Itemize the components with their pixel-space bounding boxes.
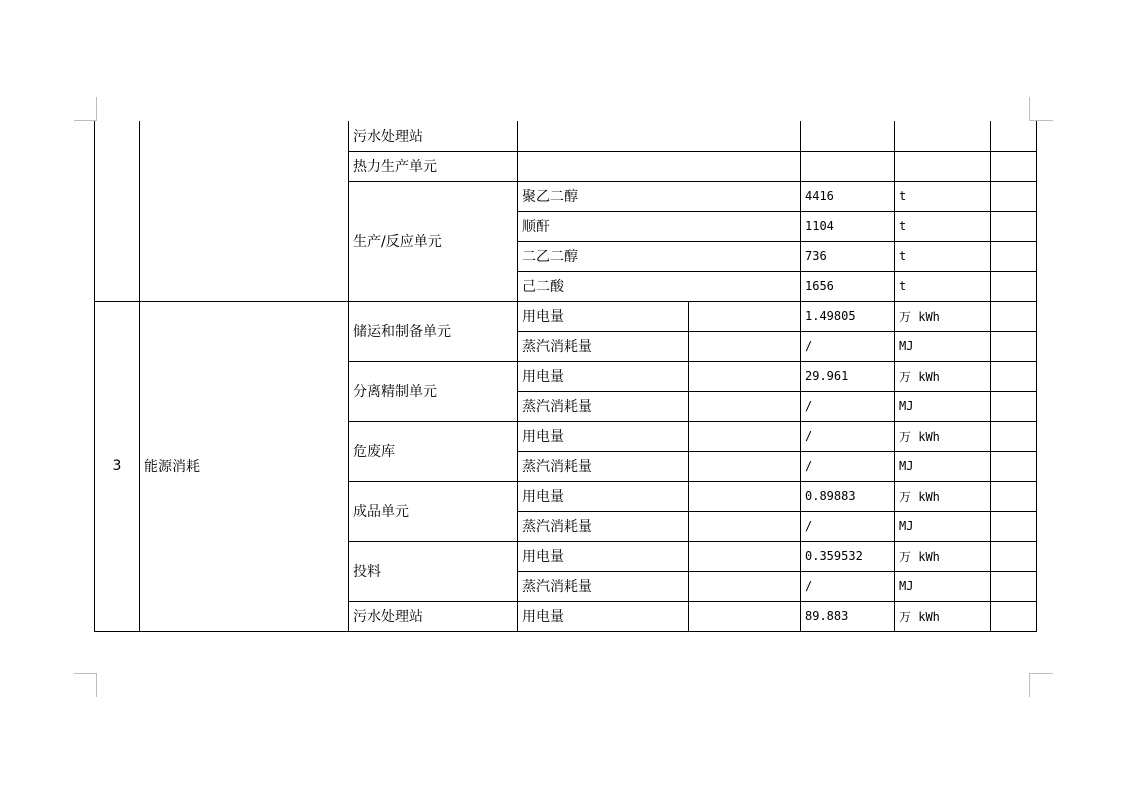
value-cell: 4416 <box>801 181 895 211</box>
blank-cell <box>689 571 801 601</box>
value-cell: 29.961 <box>801 361 895 391</box>
crop-mark-top-right-v <box>1029 97 1030 121</box>
remark-cell <box>991 121 1037 151</box>
item-cell: 顺酐 <box>518 211 801 241</box>
remark-cell <box>991 331 1037 361</box>
item-cell <box>518 151 801 181</box>
value-cell: 736 <box>801 241 895 271</box>
unit-of-measure-cell: t <box>895 241 991 271</box>
table-row <box>95 301 1037 331</box>
blank-cell <box>689 451 801 481</box>
crop-mark-top-left-v <box>96 97 97 121</box>
category-cell-continued <box>140 121 349 301</box>
item-cell <box>518 121 801 151</box>
table-row <box>95 121 1037 151</box>
remark-cell <box>991 391 1037 421</box>
crop-mark-bottom-right-v <box>1029 673 1030 697</box>
blank-cell <box>689 541 801 571</box>
remark-cell <box>991 541 1037 571</box>
value-cell <box>801 151 895 181</box>
value-cell: / <box>801 511 895 541</box>
value-cell: / <box>801 331 895 361</box>
value-cell: / <box>801 391 895 421</box>
blank-cell <box>689 361 801 391</box>
unit-of-measure-cell: MJ <box>895 511 991 541</box>
item-cell: 蒸汽消耗量 <box>518 331 689 361</box>
unit-of-measure-cell: 万 kWh <box>895 421 991 451</box>
value-cell: 0.359532 <box>801 541 895 571</box>
unit-of-measure-cell: 万 kWh <box>895 541 991 571</box>
value-cell <box>801 121 895 151</box>
item-cell: 用电量 <box>518 481 689 511</box>
value-cell: 89.883 <box>801 601 895 631</box>
remark-cell <box>991 361 1037 391</box>
remark-cell <box>991 301 1037 331</box>
item-cell: 蒸汽消耗量 <box>518 511 689 541</box>
crop-mark-bottom-right-h <box>1030 673 1053 674</box>
unit-of-measure-cell: MJ <box>895 451 991 481</box>
index-cell: 3 <box>95 301 140 631</box>
item-cell: 蒸汽消耗量 <box>518 451 689 481</box>
item-cell: 用电量 <box>518 541 689 571</box>
blank-cell <box>689 601 801 631</box>
unit-of-measure-cell: MJ <box>895 331 991 361</box>
unit-cell: 投料 <box>349 541 518 601</box>
blank-cell <box>689 421 801 451</box>
unit-cell: 分离精制单元 <box>349 361 518 421</box>
remark-cell <box>991 211 1037 241</box>
value-cell: / <box>801 571 895 601</box>
blank-cell <box>689 331 801 361</box>
blank-cell <box>689 481 801 511</box>
unit-cell: 生产/反应单元 <box>349 181 518 301</box>
item-cell: 用电量 <box>518 421 689 451</box>
value-cell: / <box>801 421 895 451</box>
unit-cell: 污水处理站 <box>349 121 518 151</box>
remark-cell <box>991 451 1037 481</box>
unit-of-measure-cell: 万 kWh <box>895 301 991 331</box>
unit-of-measure-cell: 万 kWh <box>895 361 991 391</box>
remark-cell <box>991 481 1037 511</box>
value-cell: / <box>801 451 895 481</box>
value-cell: 1.49805 <box>801 301 895 331</box>
unit-cell: 储运和制备单元 <box>349 301 518 361</box>
remark-cell <box>991 511 1037 541</box>
blank-cell <box>689 391 801 421</box>
crop-mark-bottom-left-h <box>74 673 97 674</box>
item-cell: 蒸汽消耗量 <box>518 391 689 421</box>
unit-cell: 热力生产单元 <box>349 151 518 181</box>
item-cell: 聚乙二醇 <box>518 181 801 211</box>
unit-of-measure-cell: 万 kWh <box>895 481 991 511</box>
unit-cell: 危废库 <box>349 421 518 481</box>
unit-cell: 污水处理站 <box>349 601 518 631</box>
data-table <box>94 121 1037 632</box>
value-cell: 1656 <box>801 271 895 301</box>
unit-of-measure-cell: 万 kWh <box>895 601 991 631</box>
remark-cell <box>991 241 1037 271</box>
item-cell: 蒸汽消耗量 <box>518 571 689 601</box>
remark-cell <box>991 421 1037 451</box>
item-cell: 二乙二醇 <box>518 241 801 271</box>
remark-cell <box>991 151 1037 181</box>
unit-of-measure-cell <box>895 121 991 151</box>
remark-cell <box>991 601 1037 631</box>
value-cell: 0.89883 <box>801 481 895 511</box>
blank-cell <box>689 511 801 541</box>
unit-of-measure-cell <box>895 151 991 181</box>
item-cell: 用电量 <box>518 361 689 391</box>
index-cell-continued <box>95 121 140 301</box>
crop-mark-bottom-left-v <box>96 673 97 697</box>
item-cell: 用电量 <box>518 301 689 331</box>
unit-of-measure-cell: t <box>895 181 991 211</box>
category-cell: 能源消耗 <box>140 301 349 631</box>
remark-cell <box>991 271 1037 301</box>
unit-of-measure-cell: t <box>895 211 991 241</box>
unit-of-measure-cell: MJ <box>895 571 991 601</box>
item-cell: 用电量 <box>518 601 689 631</box>
unit-cell: 成品单元 <box>349 481 518 541</box>
remark-cell <box>991 181 1037 211</box>
unit-of-measure-cell: MJ <box>895 391 991 421</box>
value-cell: 1104 <box>801 211 895 241</box>
remark-cell <box>991 571 1037 601</box>
unit-of-measure-cell: t <box>895 271 991 301</box>
item-cell: 己二酸 <box>518 271 801 301</box>
blank-cell <box>689 301 801 331</box>
